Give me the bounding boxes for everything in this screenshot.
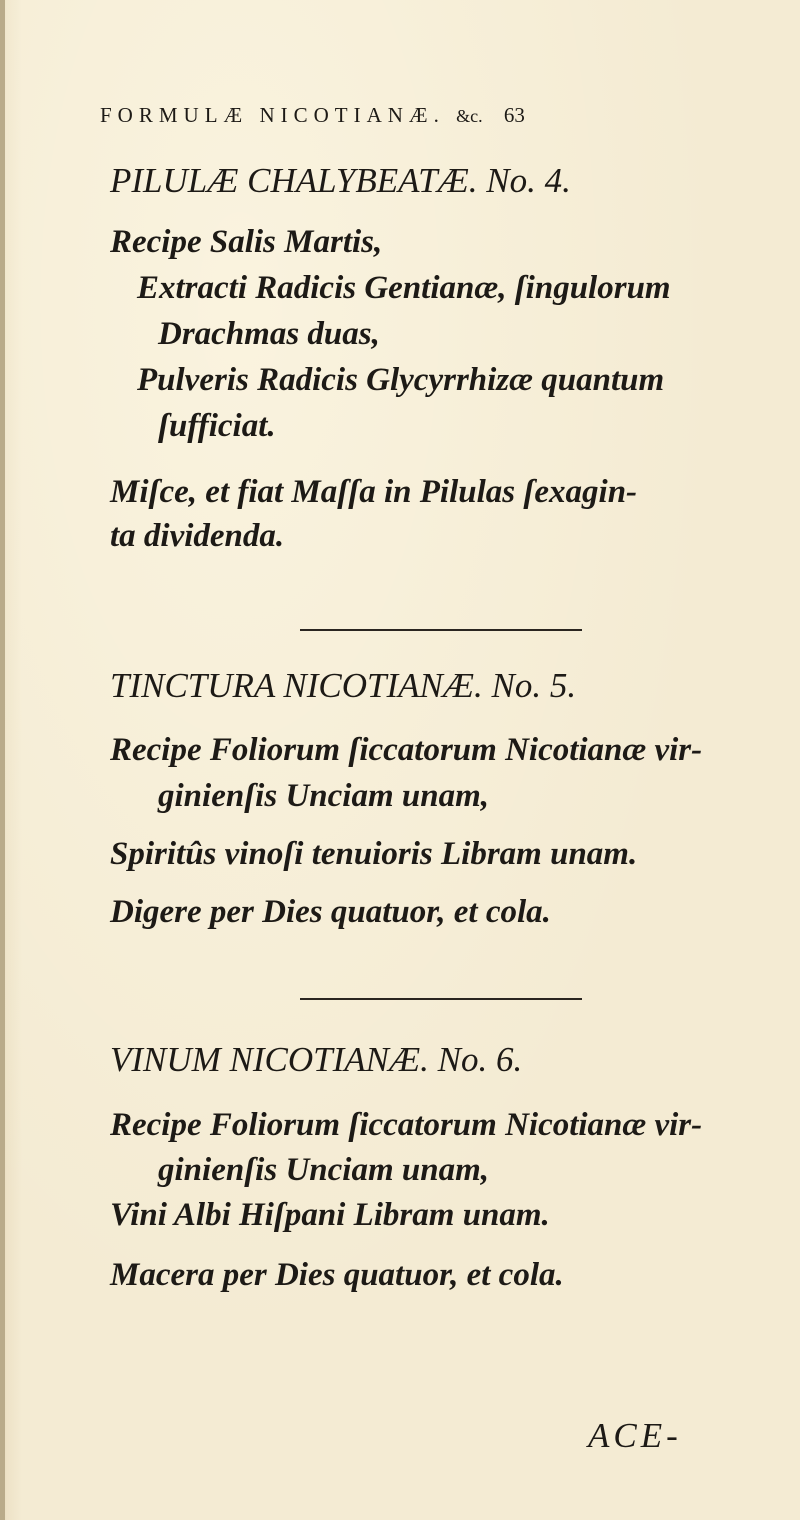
text-line: Pulveris Radicis Glycyrrhizæ quantum — [137, 362, 665, 398]
catchword: ACE- — [588, 1416, 682, 1455]
text-line: Recipe Salis Martis, — [110, 224, 383, 260]
section-title-pilulae: PILULÆ CHALYBEATÆ. No. 4. — [110, 161, 571, 200]
section-title-tinctura: TINCTURA NICOTIANÆ. No. 5. — [110, 666, 577, 705]
section-divider — [300, 629, 582, 631]
text-line: Spiritûs vinoſi tenuioris Libram unam. — [110, 836, 638, 872]
running-head-title: FORMULÆ NICOTIANÆ. — [100, 103, 445, 127]
text-line: Recipe Foliorum ſiccatorum Nicotianæ vir- — [110, 732, 703, 768]
running-head-etc: &c. — [456, 106, 483, 126]
section-title-vinum: VINUM NICOTIANÆ. No. 6. — [110, 1040, 523, 1079]
text-line: Miſce, et fiat Maſſa in Pilulas ſexagin- — [110, 474, 638, 510]
text-line: Vini Albi Hiſpani Libram unam. — [110, 1197, 550, 1233]
text-line: Drachmas duas, — [158, 316, 380, 352]
text-line: ginienſis Unciam unam, — [158, 778, 489, 814]
page-number: 63 — [503, 103, 525, 127]
text-line: Digere per Dies quatuor, et cola. — [110, 894, 551, 930]
text-line: ginienſis Unciam unam, — [158, 1152, 489, 1188]
binding-edge — [0, 0, 5, 1520]
text-line: ſufficiat. — [158, 408, 276, 444]
running-head — [100, 103, 800, 128]
section-divider — [300, 998, 582, 1000]
text-line: ta dividenda. — [110, 518, 285, 554]
text-line: Extracti Radicis Gentianæ, ſingulorum — [137, 270, 671, 306]
text-line: Macera per Dies quatuor, et cola. — [110, 1257, 564, 1293]
text-line: Recipe Foliorum ſiccatorum Nicotianæ vir- — [110, 1107, 703, 1143]
